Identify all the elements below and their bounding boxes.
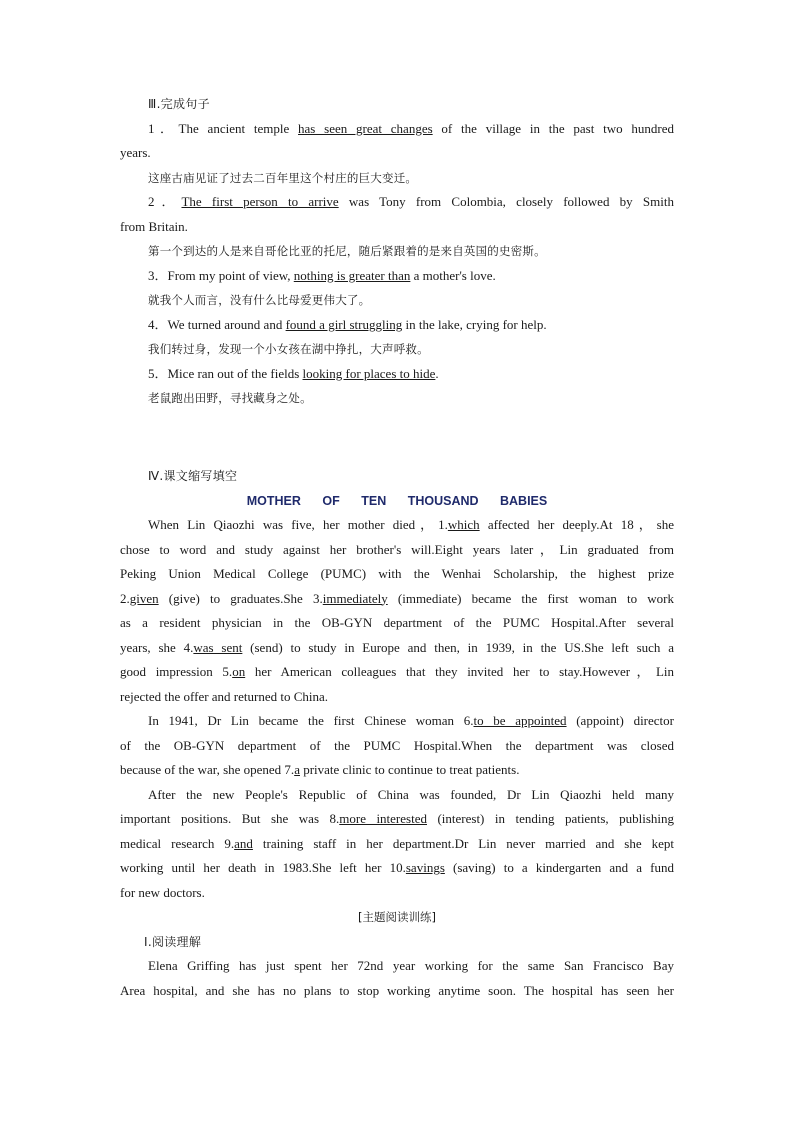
sentence-item-5: 5．Mice ran out of the fields looking for places to hide. 老鼠跑出田野，寻找藏身之处。 — [120, 362, 674, 411]
section-heading: Ⅳ.课文缩写填空 — [148, 469, 238, 483]
section-summary-fill — [120, 464, 674, 1003]
answer-blank: a — [294, 762, 300, 777]
reading-paragraph: Elena Griffing has just spent her 72nd year working for the same San Francisco Bay Area hospital, and she has no plans to stop working anytime soon. The hospital has seen her — [120, 958, 674, 998]
paragraph-3: After the new People's Republic of China was founded, Dr Lin Qiaozhi held many important positions. But she was 8.more interested (interest) in tending patients, publishing medical research 9.and training staff in her department.Dr Lin never married and she kept working until her death in 1983.She left her 10.savings (saving) to a kindergarten and a fund for new doctors. — [120, 786, 674, 900]
translation: 老鼠跑出田野，寻找藏身之处。 — [148, 391, 312, 405]
paragraph-2: In 1941, Dr Lin became the first Chinese woman 6.to be appointed (appoint) director of the OB-GYN department of the PUMC Hospital.When the department was closed because of the war, she opened 7.a private clinic to continue to treat patients. — [120, 713, 674, 777]
translation: 这座古庙见证了过去二百年里这个村庄的巨大变迁。 — [148, 170, 418, 185]
sentence-item-4: 4．We turned around and found a girl struggling in the lake, crying for help. 我们转过身，发现一个小女孩在湖中挣扎，大声呼救。 — [120, 313, 674, 362]
answer-blank: and — [234, 835, 253, 851]
section-tag: [主题阅读训练] — [358, 910, 436, 924]
translation: 就我个人而言，没有什么比母爱更伟大了。 — [148, 293, 371, 307]
section-complete-sentences — [120, 92, 674, 411]
sentence-item-1: 1．The ancient temple has seen great changes of the village in the past two hundred years. 这座古庙见证了过去二百年里这个村庄的巨大变迁。 — [120, 117, 674, 191]
translation: 我们转过身，发现一个小女孩在湖中挣扎，大声呼救。 — [148, 342, 429, 356]
sentence-item-3: 3．From my point of view, nothing is greater than a mother's love. 就我个人而言，没有什么比母爱更伟大了。 — [120, 264, 674, 313]
sentence-item-2: 2．The first person to arrive was Tony from Colombia, closely followed by Smith from Britain. 第一个到达的人是来自哥伦比亚的托尼，随后紧跟着的是来自英国的史密斯。 — [120, 190, 674, 264]
answer-blank: on — [232, 664, 246, 679]
answer-blank: immediately — [322, 590, 388, 606]
translation: 第一个到达的人是来自哥伦比亚的托尼，随后紧跟着的是来自英国的史密斯。 — [148, 244, 546, 258]
answer-blank: more interested — [339, 811, 427, 826]
answer-blank: savings — [405, 860, 445, 875]
passage-title: MOTHER OF TEN THOUSAND BABIES — [246, 493, 548, 508]
answer-blank: The first person to arrive — [181, 194, 339, 209]
answer-blank: nothing is greater than — [293, 267, 411, 283]
answer-blank: looking for places to hide — [302, 365, 436, 381]
section-heading: Ⅲ.完成句子 — [148, 97, 210, 111]
answer-blank: which — [447, 517, 480, 532]
answer-blank: has seen great changes — [298, 120, 433, 136]
answer-blank: to be appointed — [473, 713, 567, 728]
answer-blank: was sent — [193, 639, 243, 655]
paragraph-1: When Lin Qiaozhi was five, her mother died，1.which affected her deeply.At 18，she chose to word and study against her brother's will.Eight years later，Lin graduated from Peking Union Medical College (PUMC) with the Wenhai Scholarship, the highest prize 2.given (give) to graduates.She 3.immediately (immediate) became the first woman to work as a resident physician in the OB-GYN department of the PUMC Hospital.After several years, she 4.was sent (send) to study in Europe and then, in 1939, in the US.She left such a good impression 5.on her American colleagues that they invited her to stay.However，Lin rejected the offer and returned to China. — [120, 517, 674, 704]
answer-blank: found a girl struggling — [285, 316, 403, 332]
answer-blank: given — [129, 590, 159, 606]
section-heading: Ⅰ.阅读理解 — [144, 934, 202, 949]
